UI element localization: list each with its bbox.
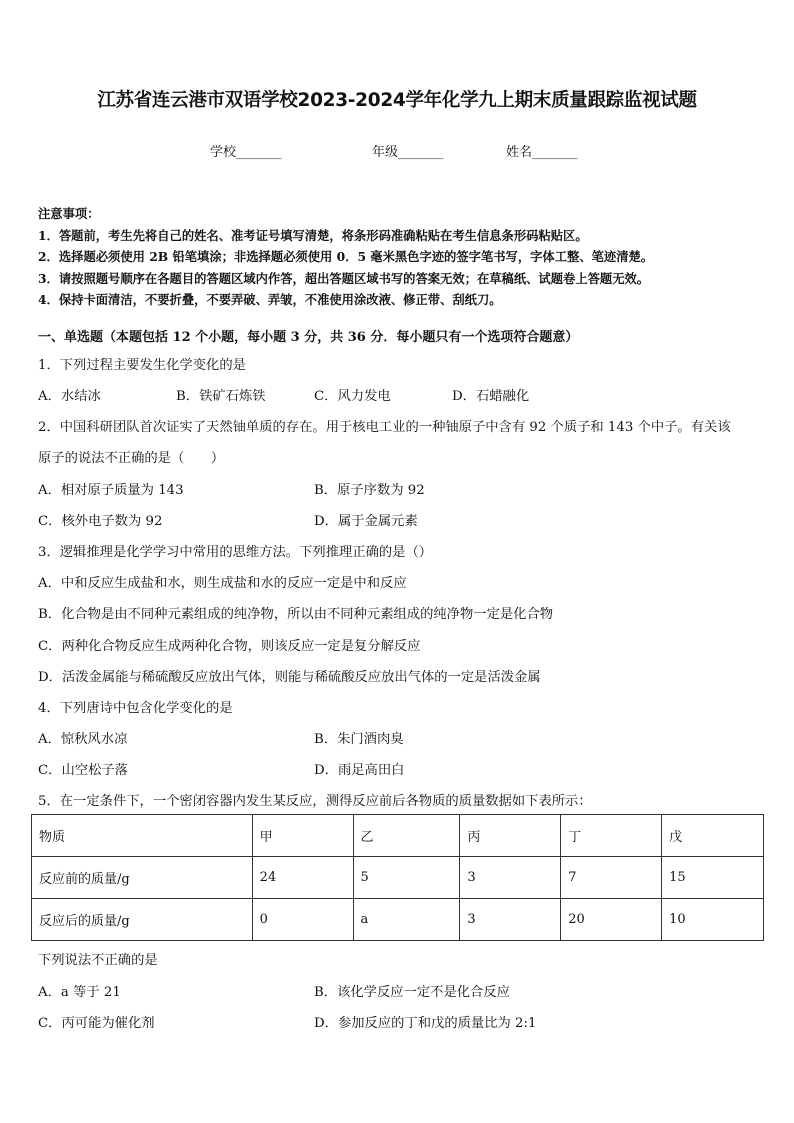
- q5-option-c: C．丙可能为催化剂: [38, 1016, 155, 1031]
- table-cell: a: [353, 899, 460, 941]
- q1-option-a: A．水结冰: [38, 389, 101, 404]
- notes-item: 4．保持卡面清洁，不要折叠，不要弄破、弄皱，不准使用涂改液、修正带、刮纸刀。: [38, 292, 502, 307]
- table-cell: 甲: [252, 815, 353, 857]
- table-cell: 10: [662, 899, 764, 941]
- notes-item: 2．选择题必须使用 2B 铅笔填涂；非选择题必须使用 0．5 毫米黑色字迹的签字笔书写，字体工整、笔迹清楚。: [38, 249, 654, 264]
- q3-option-b: B．化合物是由不同种元素组成的纯净物，所以由不同种元素组成的纯净物一定是化合物: [38, 607, 554, 622]
- q4-option-d: D．雨足高田白: [314, 763, 405, 778]
- section-heading: 一、单选题（本题包括 12 个小题，每小题 3 分，共 36 分．每小题只有一个选项符合题意）: [38, 330, 579, 345]
- table-row: [32, 857, 764, 899]
- mass-data-table: [31, 814, 764, 941]
- q1-option-c: C．风力发电: [314, 389, 391, 404]
- table-cell: 戊: [662, 815, 764, 857]
- table-cell: 5: [353, 857, 460, 899]
- q2-option-d: D．属于金属元素: [314, 514, 418, 529]
- table-cell: 反应后的质量/g: [32, 899, 253, 941]
- question-1-stem: 1．下列过程主要发生化学变化的是: [38, 358, 246, 373]
- q3-option-a: A．中和反应生成盐和水，则生成盐和水的反应一定是中和反应: [38, 576, 407, 591]
- table-row: [32, 815, 764, 857]
- question-5-stem: 5．在一定条件下，一个密闭容器内发生某反应，测得反应前后各物质的质量数据如下表所示：: [38, 794, 592, 809]
- q3-option-d: D．活泼金属能与稀硫酸反应放出气体，则能与稀硫酸反应放出气体的一定是活泼金属: [38, 670, 541, 685]
- question-3-stem: 3．逻辑推理是化学学习中常用的思维方法。下列推理正确的是（）: [38, 545, 433, 560]
- table-cell: 24: [252, 857, 353, 899]
- page-title: 江苏省连云港市双语学校2023-2024学年化学九上期末质量跟踪监视试题: [97, 90, 697, 111]
- grade-field: 年级_______: [372, 145, 444, 160]
- table-cell: 20: [561, 899, 662, 941]
- q2-option-c: C．核外电子数为 92: [38, 514, 163, 529]
- question-2-stem-cont: 原子的说法不正确的是（ ）: [38, 451, 225, 466]
- q4-option-a: A．惊秋风水凉: [38, 732, 128, 747]
- table-cell: 0: [252, 899, 353, 941]
- q2-option-a: A．相对原子质量为 143: [38, 483, 184, 498]
- table-row: [32, 899, 764, 941]
- notes-heading: 注意事项：: [38, 206, 100, 221]
- q5-option-b: B．该化学反应一定不是化合反应: [314, 985, 510, 1000]
- table-cell: 3: [460, 899, 561, 941]
- question-5-after: 下列说法不正确的是: [38, 953, 158, 968]
- q3-option-c: C．两种化合物反应生成两种化合物，则该反应一定是复分解反应: [38, 639, 421, 654]
- question-2-stem: 2．中国科研团队首次证实了天然铀单质的存在。用于核电工业的一种铀原子中含有 92 个质子和 143 个中子。有关该: [38, 420, 731, 435]
- table-cell: 7: [561, 857, 662, 899]
- table-cell: 物质: [32, 815, 253, 857]
- q5-option-a: A．a 等于 21: [38, 985, 121, 1000]
- question-4-stem: 4．下列唐诗中包含化学变化的是: [38, 701, 233, 716]
- table-cell: 反应前的质量/g: [32, 857, 253, 899]
- q4-option-b: B．朱门酒肉臭: [314, 732, 404, 747]
- q2-option-b: B．原子序数为 92: [314, 483, 425, 498]
- q4-option-c: C．山空松子落: [38, 763, 128, 778]
- q1-option-b: B．铁矿石炼铁: [176, 389, 266, 404]
- school-field: 学校_______: [210, 145, 282, 160]
- table-cell: 15: [662, 857, 764, 899]
- table-cell: 丁: [561, 815, 662, 857]
- notes-item: 3．请按照题号顺序在各题目的答题区域内作答，超出答题区域书写的答案无效；在草稿纸、试题卷上答题无效。: [38, 270, 650, 286]
- table-cell: 丙: [460, 815, 561, 857]
- notes-block: [38, 203, 653, 311]
- table-cell: 乙: [353, 815, 460, 857]
- q5-option-d: D．参加反应的丁和戊的质量比为 2:1: [314, 1016, 537, 1031]
- name-field: 姓名_______: [506, 145, 578, 160]
- q1-option-d: D．石蜡融化: [452, 389, 530, 404]
- table-cell: 3: [460, 857, 561, 899]
- notes-item: 1．答题前，考生先将自己的姓名、准考证号填写清楚，将条形码准确粘贴在考生信息条形码粘贴区。: [38, 227, 588, 243]
